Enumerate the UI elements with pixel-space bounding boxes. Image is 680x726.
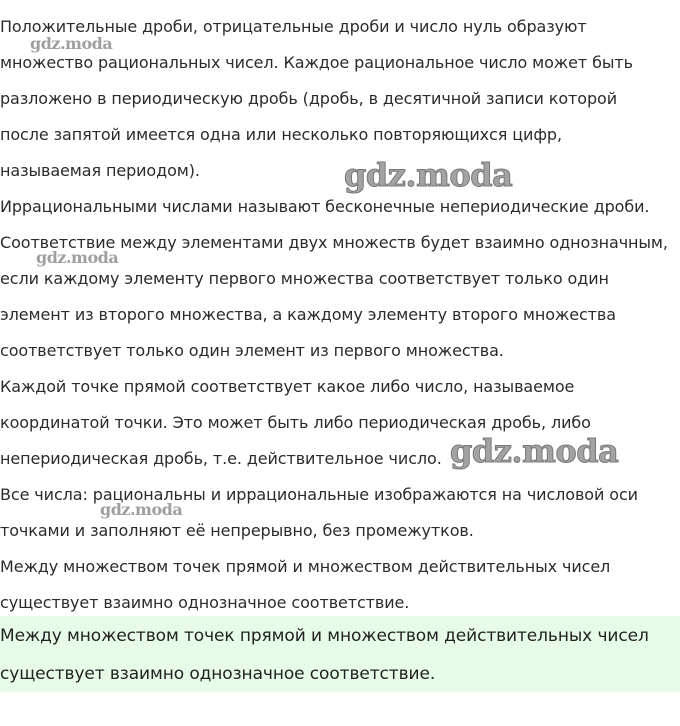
text-line-15: точками и заполняют её непрерывно, без промежутков. — [0, 521, 474, 540]
text-line-2: множество рациональных чисел. Каждое рациональное число может быть — [0, 53, 633, 72]
text-line-10: соответствует только один элемент из первого множества. — [0, 341, 504, 360]
highlight-line-1: Между множеством точек прямой и множеством действительных чисел — [0, 626, 649, 646]
watermark-small-bottom: gdz.moda — [100, 500, 183, 519]
highlight-line-2: существует взаимно однозначное соответствие. — [0, 664, 436, 684]
watermark-big-upper: gdz.moda — [344, 156, 513, 194]
watermark-small-top: gdz.moda — [30, 34, 113, 53]
text-line-1: Положительные дроби, отрицательные дроби и число нуль образуют — [0, 17, 587, 36]
watermark-big-lower: gdz.moda — [450, 432, 619, 470]
highlighted-conclusion — [0, 616, 680, 692]
answer-text — [0, 9, 680, 621]
text-line-3: разложено в периодическую дробь (дробь, в десятичной записи которой — [0, 89, 618, 108]
text-line-6: Иррациональными числами называют бесконечные непериодические дроби. — [0, 197, 650, 216]
text-line-5: называемая периодом). — [0, 161, 200, 180]
text-line-11: Каждой точке прямой соответствует какое либо число, называемое — [0, 377, 575, 396]
text-line-12: координатой точки. Это может быть либо периодическая дробь, либо — [0, 413, 591, 432]
text-line-9: элемент из второго множества, а каждому элементу второго множества — [0, 305, 616, 324]
text-line-4: после запятой имеется одна или несколько повторяющихся цифр, — [0, 125, 562, 144]
text-line-14: Все числа: рациональны и иррациональные изображаются на числовой оси — [0, 485, 638, 504]
text-line-17: существует взаимно однозначное соответствие. — [0, 593, 410, 612]
text-line-13: непериодическая дробь, т.е. действительное число. — [0, 449, 442, 468]
text-line-8: если каждому элементу первого множества соответствует только один — [0, 269, 609, 288]
text-line-7: Соответствие между элементами двух множеств будет взаимно однозначным, — [0, 233, 668, 252]
watermark-small-middle: gdz.moda — [36, 248, 119, 267]
text-line-16: Между множеством точек прямой и множеством действительных чисел — [0, 557, 611, 576]
